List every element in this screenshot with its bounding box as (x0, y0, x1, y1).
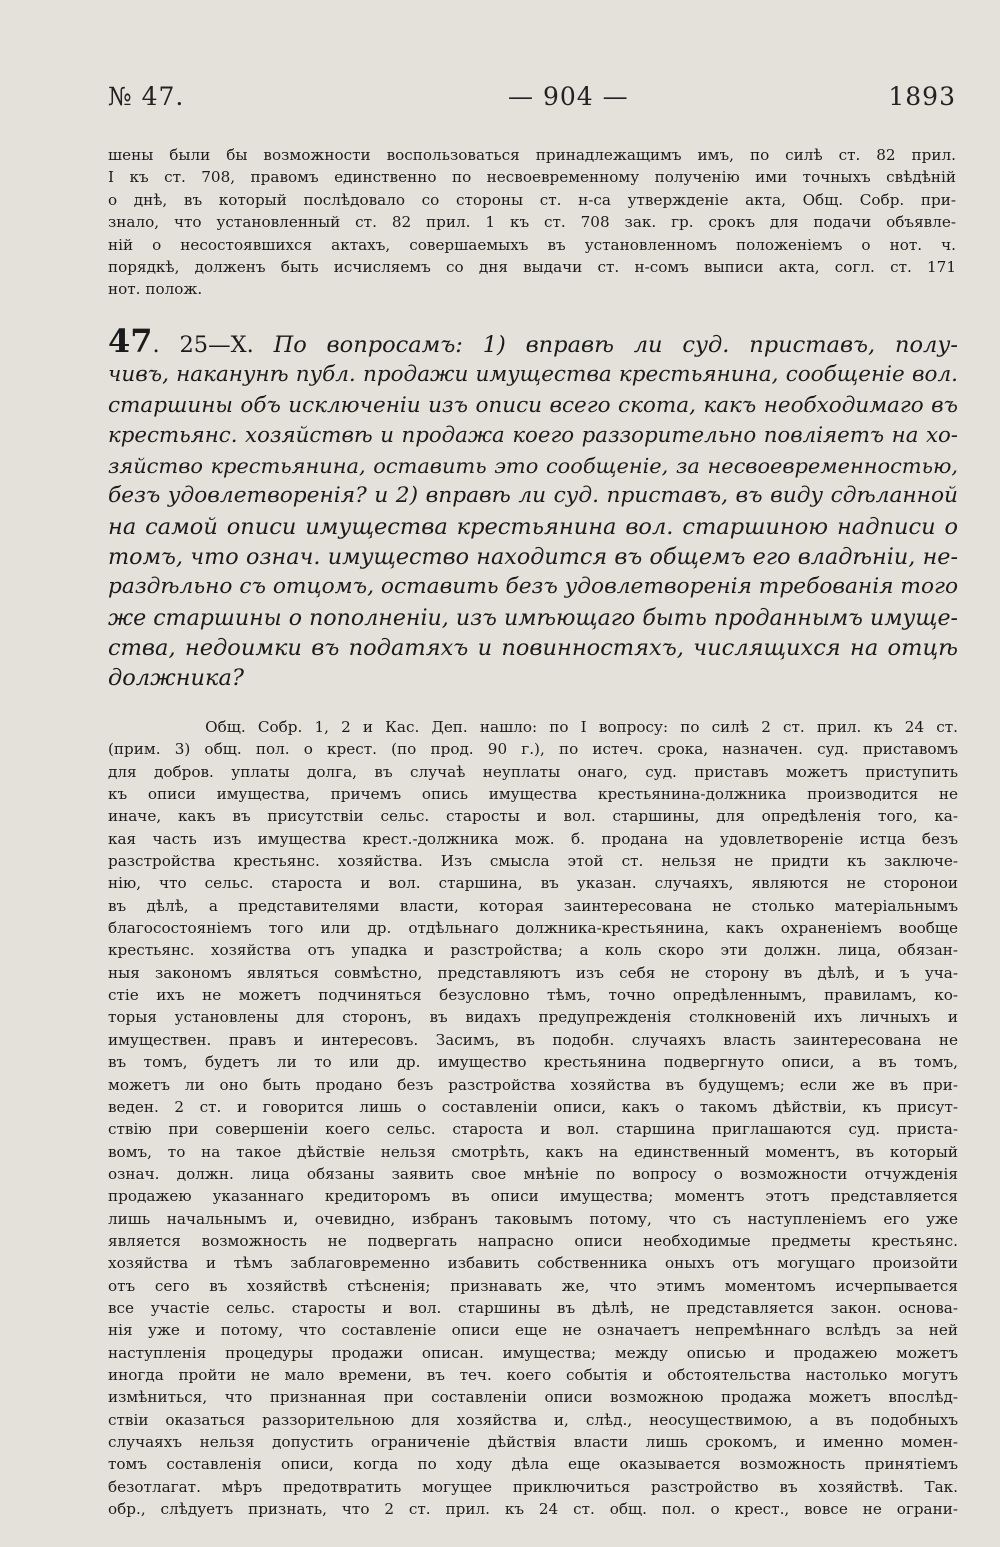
text-line: вомъ, то на такое дѣйствiе нельзя смотрѣть, какъ на единственный моментъ, въ который (108, 1142, 958, 1161)
text-line: веден. 2 ст. и говорится лишь о составленiи описи, какъ о такомъ дѣйствiи, къ присут- (108, 1097, 958, 1116)
case-line: безъ удовлетворенiя? и 2) вправѣ ли суд. приставъ, въ виду сдѣланной (108, 483, 958, 509)
text-line: нiю, что сельс. староста и вол. старшина, въ указан. случаяхъ, являются не сторонои (108, 874, 958, 893)
text-line: стiе ихъ не можетъ подчиняться безусловно тѣмъ, точно опредѣленнымъ, правиламъ, ко- (108, 986, 958, 1005)
text-line: можетъ ли оно быть продано безъ разстройства хозяйства въ будущемъ; если же въ при- (108, 1075, 958, 1094)
text-line: измѣниться, что признанная при составленiи описи возможною продажа можетъ впослѣд- (108, 1388, 958, 1407)
case-line: старшины объ исключенiи изъ описи всего скота, какъ необходимаго въ (108, 392, 958, 418)
text-line: обр., слѣдуетъ признать, что 2 ст. прил. къ 24 ст. общ. пол. о крест., вовсе не ограни- (108, 1500, 958, 1519)
case-heading-line (108, 322, 959, 360)
text-line: шены были бы возможности воспользоваться принадлежащимъ имъ, по силѣ ст. 82 прил. (108, 146, 956, 164)
text-line: нiй о несостоявшихся актахъ, совершаемыхъ въ установленномъ положенiемъ о нот. ч. (108, 235, 956, 254)
issue-number: № 47. (108, 82, 185, 111)
text-line: ствiю при совершенiи коего сельс. староста и вол. старшина приглашаются суд. приста- (108, 1120, 958, 1139)
case-question (108, 322, 959, 694)
text-line: иногда пройти не мало времени, въ теч. коего событiя и обстоятельства настолько могутъ (108, 1365, 958, 1384)
text-line: случаяхъ нельзя допустить ограниченiе дѣйствiя власти лишь срокомъ, и именно момен- (108, 1433, 958, 1451)
text-line: является возможность не подвергать напрасно описи необходимые предметы крестьянс. (108, 1231, 958, 1250)
text-line: крестьянс. хозяйства отъ упадка и разстройства; а коль скоро эти должн. лица, обязан- (108, 941, 958, 960)
case-line: зяйство крестьянина, оставить это сообщенiе, за несвоевременностью, (108, 454, 958, 479)
text-line: благосостоянiемъ того или др. отдѣльнаго должника-крестьянина, какъ охраненiемъ вообще (108, 919, 958, 938)
case-line: должника? (108, 665, 244, 692)
case-line: томъ, что означ. имущество находится въ общемъ его владѣнiи, не- (108, 544, 958, 571)
text-line: лишь начальнымъ и, очевидно, избранъ таковымъ потому, что съ наступленiемъ его уже (108, 1209, 958, 1228)
page-number: — 904 — (508, 82, 629, 111)
text-line: I къ ст. 708, правомъ единственно по несвоевременному полученiю ими точныхъ свѣдѣнiй (108, 168, 956, 187)
text-line: безотлагат. мѣръ предотвратить могущее приключиться разстройство въ хозяйствѣ. Так. (108, 1477, 958, 1496)
case-line: раздѣльно съ отцомъ, оставить безъ удовлетворенiя требованiя того (108, 574, 959, 600)
text-line: нот. полож. (108, 280, 203, 299)
text-line: къ описи имущества, причемъ опись имущества крестьянина-должника производится не (108, 785, 958, 804)
text-line: хозяйства и тѣмъ заблаговременно избавить собственника оныхъ отъ могущаго произойти (108, 1254, 958, 1273)
case-date: . 25—X. (152, 332, 254, 358)
text-line: въ дѣлѣ, а представителями власти, которая заинтересована не столько матерiальнымъ (108, 896, 958, 915)
text-line: Общ. Собр. 1, 2 и Кас. Деп. нашло: по I вопросу: по силѣ 2 ст. прил. къ 24 ст. (108, 718, 958, 736)
case-line: же старшины о пополненiи, изъ имѣющаго быть проданнымъ имуще- (108, 604, 958, 631)
text-line: порядкѣ, долженъ быть исчисляемъ со дня выдачи ст. н-сомъ выписи акта, согл. ст. 171 (108, 258, 956, 277)
text-line: разстройства крестьянс. хозяйства. Изъ смысла этой ст. нельзя не придти къ заключе- (108, 852, 958, 871)
text-line: ныя закономъ являться совмѣстно, представляютъ изъ себя не сторону въ дѣлѣ, и ъ уча- (108, 963, 958, 982)
text-line: о днѣ, въ который послѣдовало со стороны ст. н-са утвержденiе акта, Общ. Собр. при- (108, 190, 956, 209)
text-line: имуществен. правъ и интересовъ. Засимъ, въ подобн. случаяхъ власть заинтересована не (108, 1030, 958, 1049)
case-line: на самой описи имущества крестьянина вол. старшиною надписи о (108, 513, 958, 540)
case-line: чивъ, наканунѣ публ. продажи имущества крестьянина, сообщенiе вол. (108, 362, 958, 388)
text-line: кая часть изъ имущества крест.-должника мож. б. продана на удовлетворенiе истца безъ (108, 829, 958, 848)
text-line: (прим. 3) общ. пол. о крест. (по прод. 90 г.), по истеч. срока, назначен. суд. приставомъ (108, 740, 958, 759)
text-line: иначе, какъ въ присутствiи сельс. старосты и вол. старшины, для опредѣленiя того, ка- (108, 807, 958, 826)
text-line: отъ сего въ хозяйствѣ стѣсненiя; признавать же, что этимъ моментомъ исчерпывается (108, 1276, 958, 1295)
text-line: все участiе сельс. старосты и вол. старшины въ дѣлѣ, не представляется закон. основа- (108, 1298, 958, 1317)
decision-paragraph (108, 716, 958, 1520)
text-line: томъ составленiя описи, когда по ходу дѣла еще оказывается возможность принятiемъ (108, 1455, 958, 1474)
text-line: знало, что установленный ст. 82 прил. 1 къ ст. 708 зак. гр. срокъ для подачи объявле- (108, 213, 956, 232)
case-line: крестьянс. хозяйствѣ и продажа коего раззорительно повлiяетъ на хо- (108, 422, 958, 448)
text-line: для добров. уплаты долга, въ случаѣ неуплаты онаго, суд. приставъ можетъ приступить (108, 762, 958, 781)
case-number: 47 (108, 322, 153, 360)
year: 1893 (888, 82, 956, 111)
page-header (108, 82, 956, 122)
text-line: наступленiя процедуры продажи описан. имущества; между описью и продажею можетъ (108, 1343, 958, 1362)
text-line: ствiи оказаться раззорительною для хозяйства и, слѣд., неосуществимою, а въ подобныхъ (108, 1410, 958, 1429)
text-line: продажею указаннаго кредиторомъ въ описи имущества; моментъ этотъ представляется (108, 1187, 958, 1206)
case-line: ства, недоимки въ податяхъ и повинностяхъ, числящихся на отцѣ (108, 634, 958, 661)
continuation-paragraph (108, 144, 956, 301)
text-line: въ томъ, будетъ ли то или др. имущество крестьянина подвергнуто описи, а въ томъ, (108, 1053, 958, 1072)
text-line: торыя установлены для сторонъ, въ видахъ предупрежденiя столкновенiй ихъ личныхъ и (108, 1008, 958, 1027)
case-text: По вопросамъ: 1) вправѣ ли суд. приставъ, полу- (253, 332, 959, 358)
text-line: означ. должн. лица обязаны заявить свое мнѣнiе по вопросу о возможности отчужденiя (108, 1164, 958, 1183)
text-line: нiя уже и потому, что составленiе описи еще не означаетъ непремѣннаго вслѣдъ за ней (108, 1321, 958, 1340)
